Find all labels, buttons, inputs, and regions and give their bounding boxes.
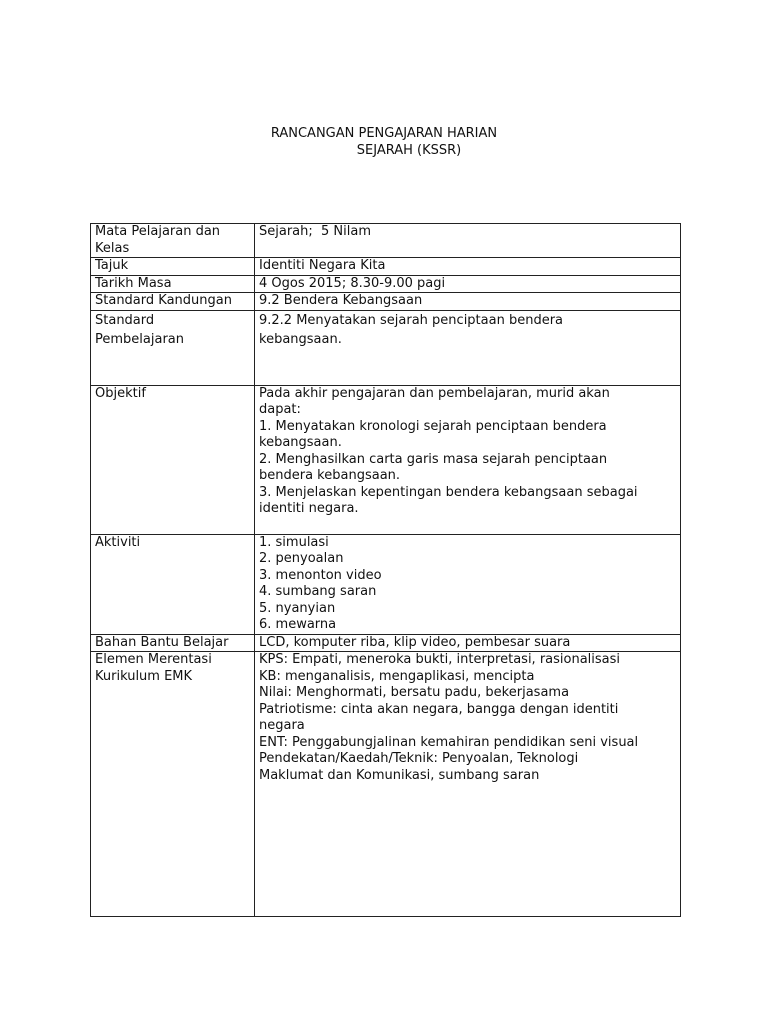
activity-item: 6. mewarna [259, 617, 337, 632]
objective-line: 1. Menyatakan kronologi sejarah penciptaan bendera [259, 418, 607, 434]
value-tajuk: Identiti Negara Kita [255, 258, 681, 276]
label-aktiviti: Aktiviti [91, 534, 255, 634]
emk-line: Pendekatan/Kaedah/Teknik: Penyoalan, Teknologi [259, 751, 579, 766]
row-mata-pelajaran [91, 224, 681, 258]
lesson-plan-table [90, 223, 681, 917]
title-line-1: RANCANGAN PENGAJARAN HARIAN [270, 126, 498, 141]
row-bahan-bantu-belajar [91, 634, 681, 652]
value-text: Sejarah; 5 Nilam [259, 224, 372, 239]
label-tajuk: Tajuk [91, 258, 255, 276]
label-elemen-merentasi-kurikulum [91, 652, 255, 917]
emk-line: ENT: Penggabungjalinan kemahiran pendidikan seni visual [259, 734, 639, 750]
emk-line: Maklumat dan Komunikasi, sumbang saran [259, 767, 540, 783]
label-standard-kandungan: Standard Kandungan [91, 293, 255, 311]
objective-line: dapat: [259, 402, 301, 417]
value-standard-kandungan: 9.2 Bendera Kebangsaan [255, 293, 681, 311]
row-standard-kandungan [91, 293, 681, 311]
label-standard-pembelajaran [91, 310, 255, 385]
activity-item: 4. sumbang saran [259, 584, 377, 599]
value-bahan-bantu-belajar: LCD, komputer riba, klip video, pembesar suara [255, 634, 681, 652]
emk-line: Patriotisme: cinta akan negara, bangga dengan identiti [259, 701, 619, 717]
label-line: Pembelajaran [95, 331, 184, 347]
row-tarikh-masa [91, 275, 681, 293]
value-line: kebangsaan. [259, 331, 342, 347]
label-bahan-bantu-belajar: Bahan Bantu Belajar [91, 634, 255, 652]
emk-line: KB: menganalisis, mengaplikasi, mencipta [259, 668, 535, 684]
objective-line: identiti negara. [259, 501, 359, 516]
value-objektif [255, 385, 681, 534]
emk-line: KPS: Empati, meneroka bukti, interpretasi, rasionalisasi [259, 652, 621, 667]
objective-line: Pada akhir pengajaran dan pembelajaran, murid akan [259, 385, 610, 401]
value-mata-pelajaran [255, 224, 681, 258]
value-aktiviti [255, 534, 681, 634]
emk-line: negara [259, 718, 305, 733]
activity-item: 1. simulasi [259, 534, 329, 550]
activity-item: 2. penyoalan [259, 551, 344, 566]
label-line: Elemen Merentasi [95, 652, 212, 667]
row-elemen-merentasi-kurikulum [91, 652, 681, 917]
row-objektif [91, 385, 681, 534]
row-aktiviti [91, 534, 681, 634]
emk-line: Nilai: Menghormati, bersatu padu, bekerjasama [259, 685, 570, 700]
label-line: Kurikulum EMK [95, 668, 193, 684]
label-tarikh-masa: Tarikh Masa [91, 275, 255, 293]
row-tajuk [91, 258, 681, 276]
label-line: Mata Pelajaran dan [95, 224, 221, 239]
title-line-2: SEJARAH (KSSR) [356, 143, 462, 158]
activity-item: 5. nyanyian [259, 600, 336, 616]
label-line: Standard [95, 312, 155, 328]
row-standard-pembelajaran [91, 310, 681, 385]
objective-line: 3. Menjelaskan kepentingan bendera kebangsaan sebagai [259, 484, 638, 500]
label-line: Kelas [95, 240, 130, 256]
objective-line: 2. Menghasilkan carta garis masa sejarah penciptaan [259, 451, 608, 467]
label-objektif: Objektif [91, 385, 255, 534]
objective-line: kebangsaan. [259, 435, 342, 450]
value-standard-pembelajaran [255, 310, 681, 385]
value-tarikh-masa: 4 Ogos 2015; 8.30-9.00 pagi [255, 275, 681, 293]
value-elemen-merentasi-kurikulum [255, 652, 681, 917]
objective-line: bendera kebangsaan. [259, 468, 401, 483]
document-title [0, 125, 768, 159]
label-mata-pelajaran [91, 224, 255, 258]
activity-item: 3. menonton video [259, 567, 382, 583]
value-line: 9.2.2 Menyatakan sejarah penciptaan bendera [259, 312, 564, 328]
